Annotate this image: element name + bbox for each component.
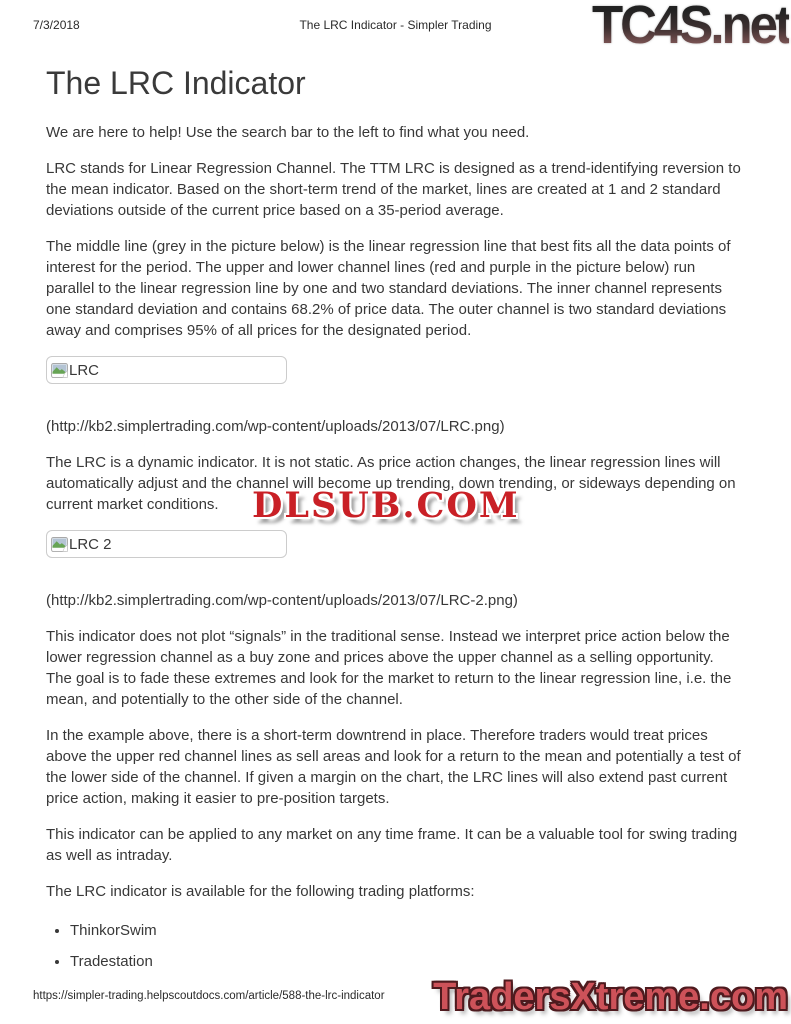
paragraph-lrc-definition: LRC stands for Linear Regression Channel. The TTM LRC is designed as a trend-identifying reversion to the mean indicator. Based on the short-term trend of the market, lines are created at 1 and 2 standard deviations outside of the current price based on a 35-period average.	[46, 160, 741, 219]
image-row-1	[46, 356, 741, 384]
image-alt-text: LRC 2	[69, 535, 112, 553]
broken-image-icon	[51, 537, 68, 552]
print-date: 7/3/2018	[33, 18, 80, 32]
platform-list	[46, 920, 741, 972]
image-url-caption-2: (http://kb2.simplertrading.com/wp-content/uploads/2013/07/LRC-2.png)	[46, 592, 518, 609]
image-alt-text: LRC	[69, 361, 100, 379]
print-document-title: The LRC Indicator - Simpler Trading	[299, 18, 492, 32]
paragraph-dynamic: The LRC is a dynamic indicator. It is not static. As price action changes, the linear regression lines will automatically adjust and the channel will become up trending, down trending, or sideways depending on current market conditions.	[46, 454, 736, 513]
tradersxtreme-watermark: TradersXtreme.com	[433, 976, 788, 1018]
list-item-tradestation: • Tradestation	[70, 951, 741, 972]
image-row-2	[46, 530, 741, 558]
image-url-caption-1: (http://kb2.simplertrading.com/wp-content/uploads/2013/07/LRC.png)	[46, 418, 505, 435]
paragraph-example: In the example above, there is a short-term downtrend in place. Therefore traders would treat prices above the upper red channel lines as sell areas and look for a return to the mean and potentially a test of the lower side of the channel. If given a margin on the chart, the LRC lines will also extend past current price action, making it easier to pre-position targets.	[46, 727, 741, 807]
print-footer-url: https://simpler-trading.helpscoutdocs.com/article/588-the-lrc-indicator	[33, 990, 385, 1002]
page-title: The LRC Indicator	[46, 65, 306, 101]
paragraph-applied: This indicator can be applied to any market on any time frame. It can be a valuable tool for swing trading as well as intraday.	[46, 826, 738, 864]
broken-image-icon	[51, 363, 68, 378]
broken-image-placeholder-lrc[interactable]	[46, 356, 287, 384]
paragraph-intro: We are here to help! Use the search bar to the left to find what you need.	[46, 124, 530, 141]
paragraph-platforms-intro: The LRC indicator is available for the following trading platforms:	[46, 883, 475, 900]
broken-image-placeholder-lrc2[interactable]	[46, 530, 287, 558]
paragraph-middle-line: The middle line (grey in the picture below) is the linear regression line that best fits all the data points of interest for the period. The upper and lower channel lines (red and purple in the picture below) run parallel to the linear regression line by one and two standard deviations. The inner channel represents one standard deviation and contains 68.2% of price data. The outer channel is two standard deviations away and comprises 95% of all prices for the designated period.	[46, 238, 731, 339]
tc4s-watermark-logo: TC4S.net	[591, 0, 789, 55]
paragraph-signals: This indicator does not plot “signals” in the traditional sense. Instead we interpret price action below the lower regression channel as a buy zone and prices above the upper channel as a selling opportunity. The goal is to fade these extremes and look for the market to return to the linear regression line, i.e. the mean, and potentially to the other side of the channel.	[46, 628, 732, 708]
list-item-thinkorswim: • ThinkorSwim	[70, 920, 741, 941]
dlsub-watermark: DLSUB.COM	[252, 485, 520, 526]
